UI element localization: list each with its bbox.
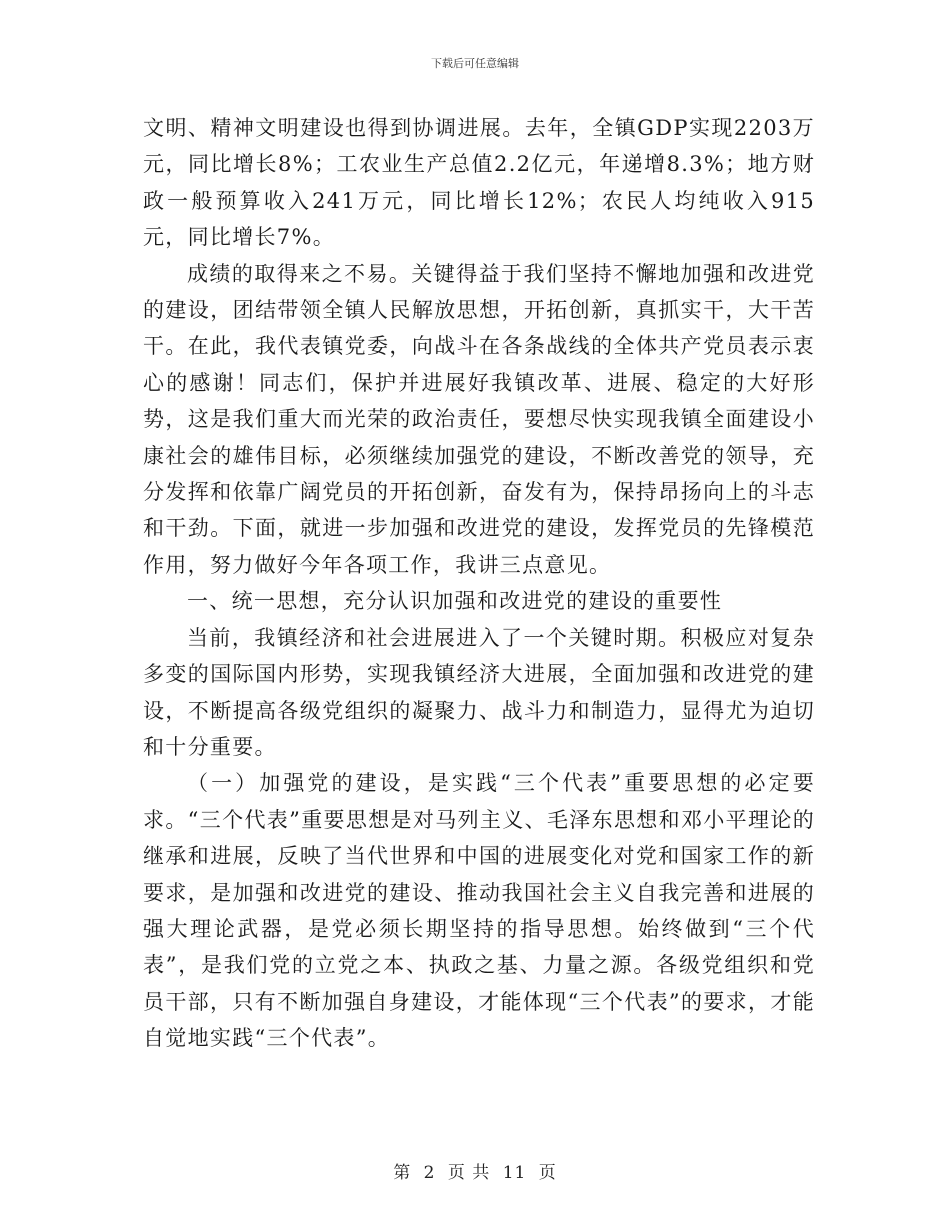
paragraph-current-situation: 当前，我镇经济和社会进展进入了一个关键时期。积极应对复杂多变的国际国内形势，实现我镇经济大进展，全面加强和改进党的建设，不断提高各级党组织的凝聚力、战斗力和制造力，显得尤为迫切和十分重要。	[143, 625, 815, 759]
footer-current-page: 2	[423, 1163, 436, 1183]
footer-total-pages: 11	[502, 1163, 527, 1183]
page-header-note: 下载后可任意编辑	[431, 57, 519, 70]
paragraph-continuation: 文明、精神文明建设也得到协调进展。去年，全镇GDP实现2203万元，同比增长8%；工农业生产总值2.2亿元，年递增8.3%；地方财政一般预算收入241万元，同比增长12%；农民人均纯收入915元，同比增长7%。	[143, 116, 815, 250]
paragraph-point-one: （一）加强党的建设，是实践“三个代表”重要思想的必定要求。“三个代表”重要思想是对马列主义、毛泽东思想和邓小平理论的继承和进展，反映了当代世界和中国的进展变化对党和国家工作的新要求，是加强和改进党的建设、推动我国社会主义自我完善和进展的强大理论武器，是党必须长期坚持的指导思想。始终做到“三个代表”，是我们党的立党之本、执政之基、力量之源。各级党组织和党员干部，只有不断加强自身建设，才能体现“三个代表”的要求，才能自觉地实践“三个代表”。	[143, 771, 815, 1051]
document-body	[143, 110, 815, 1057]
paragraph-achievements: 成绩的取得来之不易。关键得益于我们坚持不懈地加强和改进党的建设，团结带领全镇人民解放思想，开拓创新，真抓实干，大干苦干。在此，我代表镇党委，向战斗在各条战线的全体共产党员表示衷心的感谢！同志们，保护并进展好我镇改革、进展、稳定的大好形势，这是我们重大而光荣的政治责任，要想尽快实现我镇全面建设小康社会的雄伟目标，必须继续加强党的建设，不断改善党的领导，充分发挥和依靠广阔党员的开拓创新，奋发有为，保持昂扬向上的斗志和干劲。下面，就进一步加强和改进党的建设，发挥党员的先锋模范作用，努力做好今年各项工作，我讲三点意见。	[143, 261, 815, 577]
footer-suffix: 页	[538, 1163, 557, 1183]
page-footer	[0, 1158, 950, 1183]
footer-middle: 页 共	[447, 1163, 491, 1183]
footer-prefix: 第	[393, 1163, 412, 1183]
section-heading: 一、统一思想，充分认识加强和改进党的建设的重要性	[187, 589, 723, 614]
